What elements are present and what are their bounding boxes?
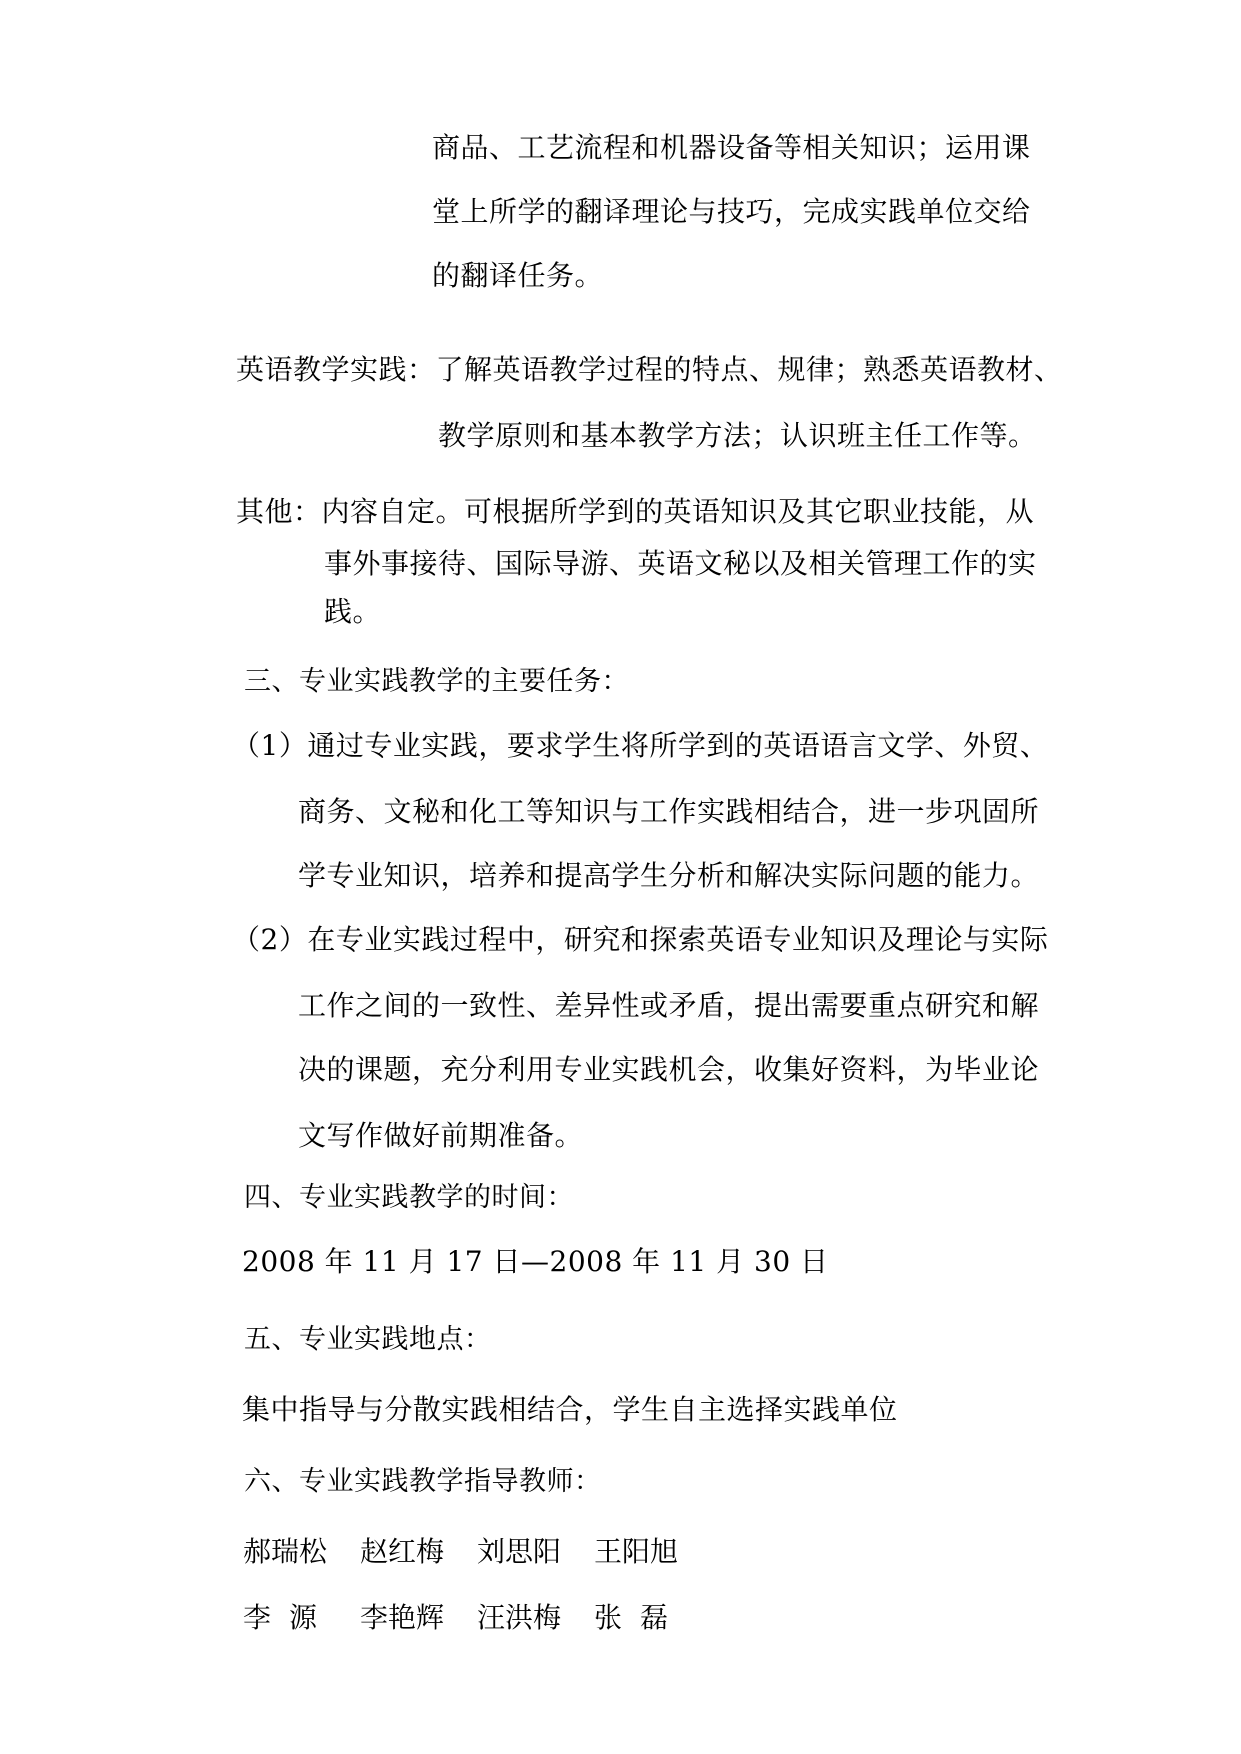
teacher-name: 赵红梅 (360, 1535, 445, 1568)
date-range: 2008 年 11 月 17 日—2008 年 11 月 30 日 (242, 1245, 829, 1278)
paragraph-line: 践。 (324, 595, 382, 628)
list-item-line: 学专业知识，培养和提高学生分析和解决实际问题的能力。 (298, 859, 1040, 892)
section-heading: 三、专业实践教学的主要任务： (244, 666, 629, 697)
teacher-name: 王阳旭 (594, 1535, 679, 1568)
paragraph-line: 商品、工艺流程和机器设备等相关知识；运用课 (432, 131, 1031, 164)
list-item-line: （1）通过专业实践，要求学生将所学到的英语语言文学、外贸、 (232, 729, 1049, 762)
list-item-line: （2）在专业实践过程中，研究和探索英语专业知识及理论与实际 (232, 923, 1049, 956)
list-item-line: 商务、文秘和化工等知识与工作实践相结合，进一步巩固所 (298, 795, 1040, 828)
paragraph-line: 的翻译任务。 (432, 259, 604, 292)
teacher-name: 刘思阳 (477, 1535, 562, 1568)
list-item-line: 工作之间的一致性、差异性或矛盾，提出需要重点研究和解 (298, 989, 1040, 1022)
teacher-name: 李艳辉 (360, 1601, 445, 1634)
list-item-line: 文写作做好前期准备。 (298, 1119, 584, 1152)
teacher-row (243, 1600, 711, 1636)
section-heading: 六、专业实践教学指导教师： (244, 1466, 602, 1497)
section-heading: 五、专业实践地点： (244, 1324, 492, 1355)
paragraph-line: 教学原则和基本教学方法；认识班主任工作等。 (438, 419, 1037, 452)
section-heading: 四、专业实践教学的时间： (244, 1182, 574, 1213)
teacher-row (243, 1534, 711, 1570)
paragraph-line: 其他：内容自定。可根据所学到的英语知识及其它职业技能，从 (236, 495, 1035, 528)
list-item-line: 决的课题，充分利用专业实践机会，收集好资料，为毕业论 (298, 1053, 1040, 1086)
paragraph-line: 堂上所学的翻译理论与技巧，完成实践单位交给 (432, 195, 1031, 228)
paragraph-line: 事外事接待、国际导游、英语文秘以及相关管理工作的实 (324, 547, 1037, 580)
teacher-name: 汪洪梅 (477, 1601, 562, 1634)
teacher-name: 李源 (243, 1601, 336, 1634)
teacher-name: 郝瑞松 (243, 1535, 328, 1568)
paragraph-line: 英语教学实践：了解英语教学过程的特点、规律；熟悉英语教材、 (236, 353, 1063, 386)
location-text: 集中指导与分散实践相结合，学生自主选择实践单位 (242, 1393, 898, 1426)
teacher-name: 张磊 (594, 1601, 687, 1634)
